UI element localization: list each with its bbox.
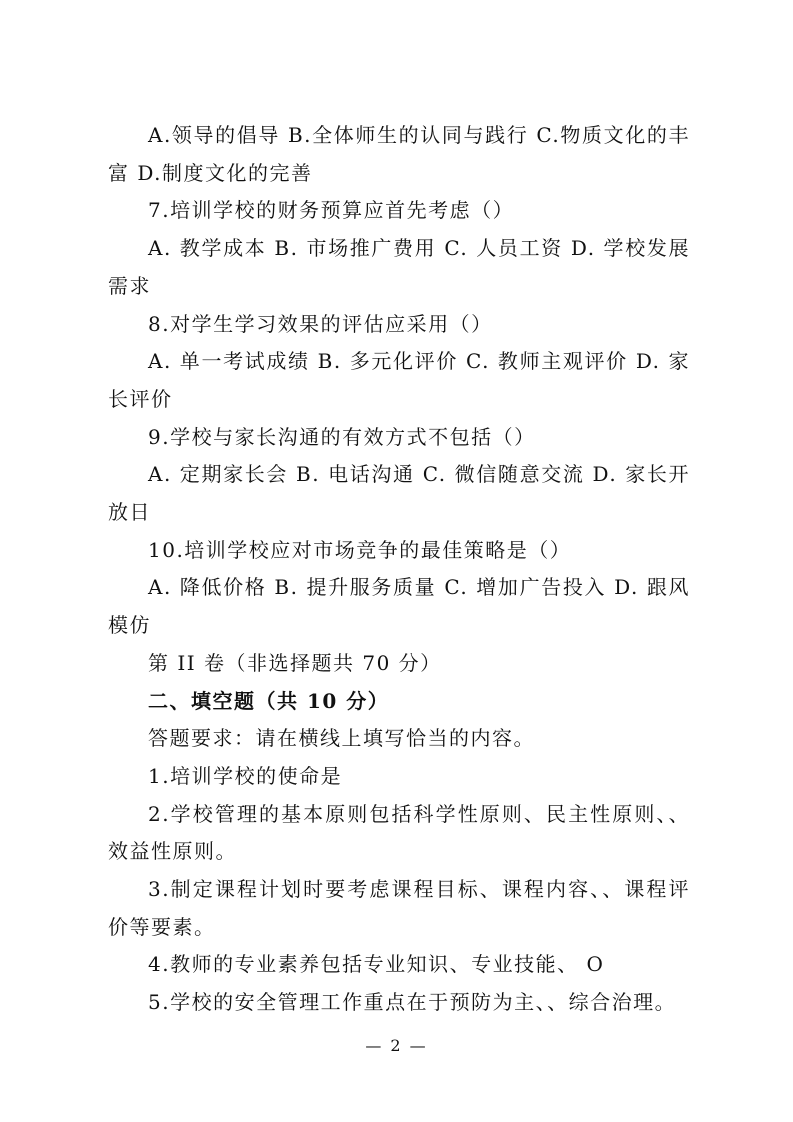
question-6-options: A.领导的倡导 B.全体师生的认同与践行 C.物质文化的丰富 D.制度文化的完善 [108, 123, 690, 185]
fill-blank-4: 4.教师的专业素养包括专业知识、专业技能、 O [148, 952, 605, 977]
question-9-options: A. 定期家长会 B. 电话沟通 C. 微信随意交流 D. 家长开放日 [108, 462, 690, 525]
page-number: — 2 — [365, 1036, 428, 1055]
question-8: 8.对学生学习效果的评估应采用（） [148, 311, 493, 336]
section-2-instructions: 答题要求：请在横线上填写恰当的内容。 [148, 726, 535, 751]
question-10: 10.培训学校应对市场竞争的最佳策略是（） [148, 537, 572, 562]
fill-blank-5: 5.学校的安全管理工作重点在于预防为主、、综合治理。 [148, 990, 677, 1015]
question-7-options: A. 教学成本 B. 市场推广费用 C. 人员工资 D. 学校发展需求 [108, 236, 690, 298]
volume-2-heading: 第 II 卷（非选择题共 70 分） [148, 650, 442, 675]
fill-blank-2: 2.学校管理的基本原则包括科学性原则、民主性原则、、效益性原则。 [108, 801, 690, 864]
fill-blank-3: 3.制定课程计划时要考虑课程目标、课程内容、、课程评价等要素。 [108, 877, 690, 939]
question-9: 9.学校与家长沟通的有效方式不包括（） [148, 424, 536, 449]
document-body [108, 117, 690, 1022]
section-2-heading: 二、填空题（共 10 分） [148, 688, 390, 713]
question-8-options: A. 单一考试成绩 B. 多元化评价 C. 教师主观评价 D. 家长评价 [108, 349, 690, 411]
question-10-options: A. 降低价格 B. 提升服务质量 C. 增加广告投入 D. 跟风模仿 [108, 575, 690, 638]
question-7: 7.培训学校的财务预算应首先考虑（） [148, 198, 515, 223]
fill-blank-1: 1.培训学校的使命是 [148, 763, 343, 788]
